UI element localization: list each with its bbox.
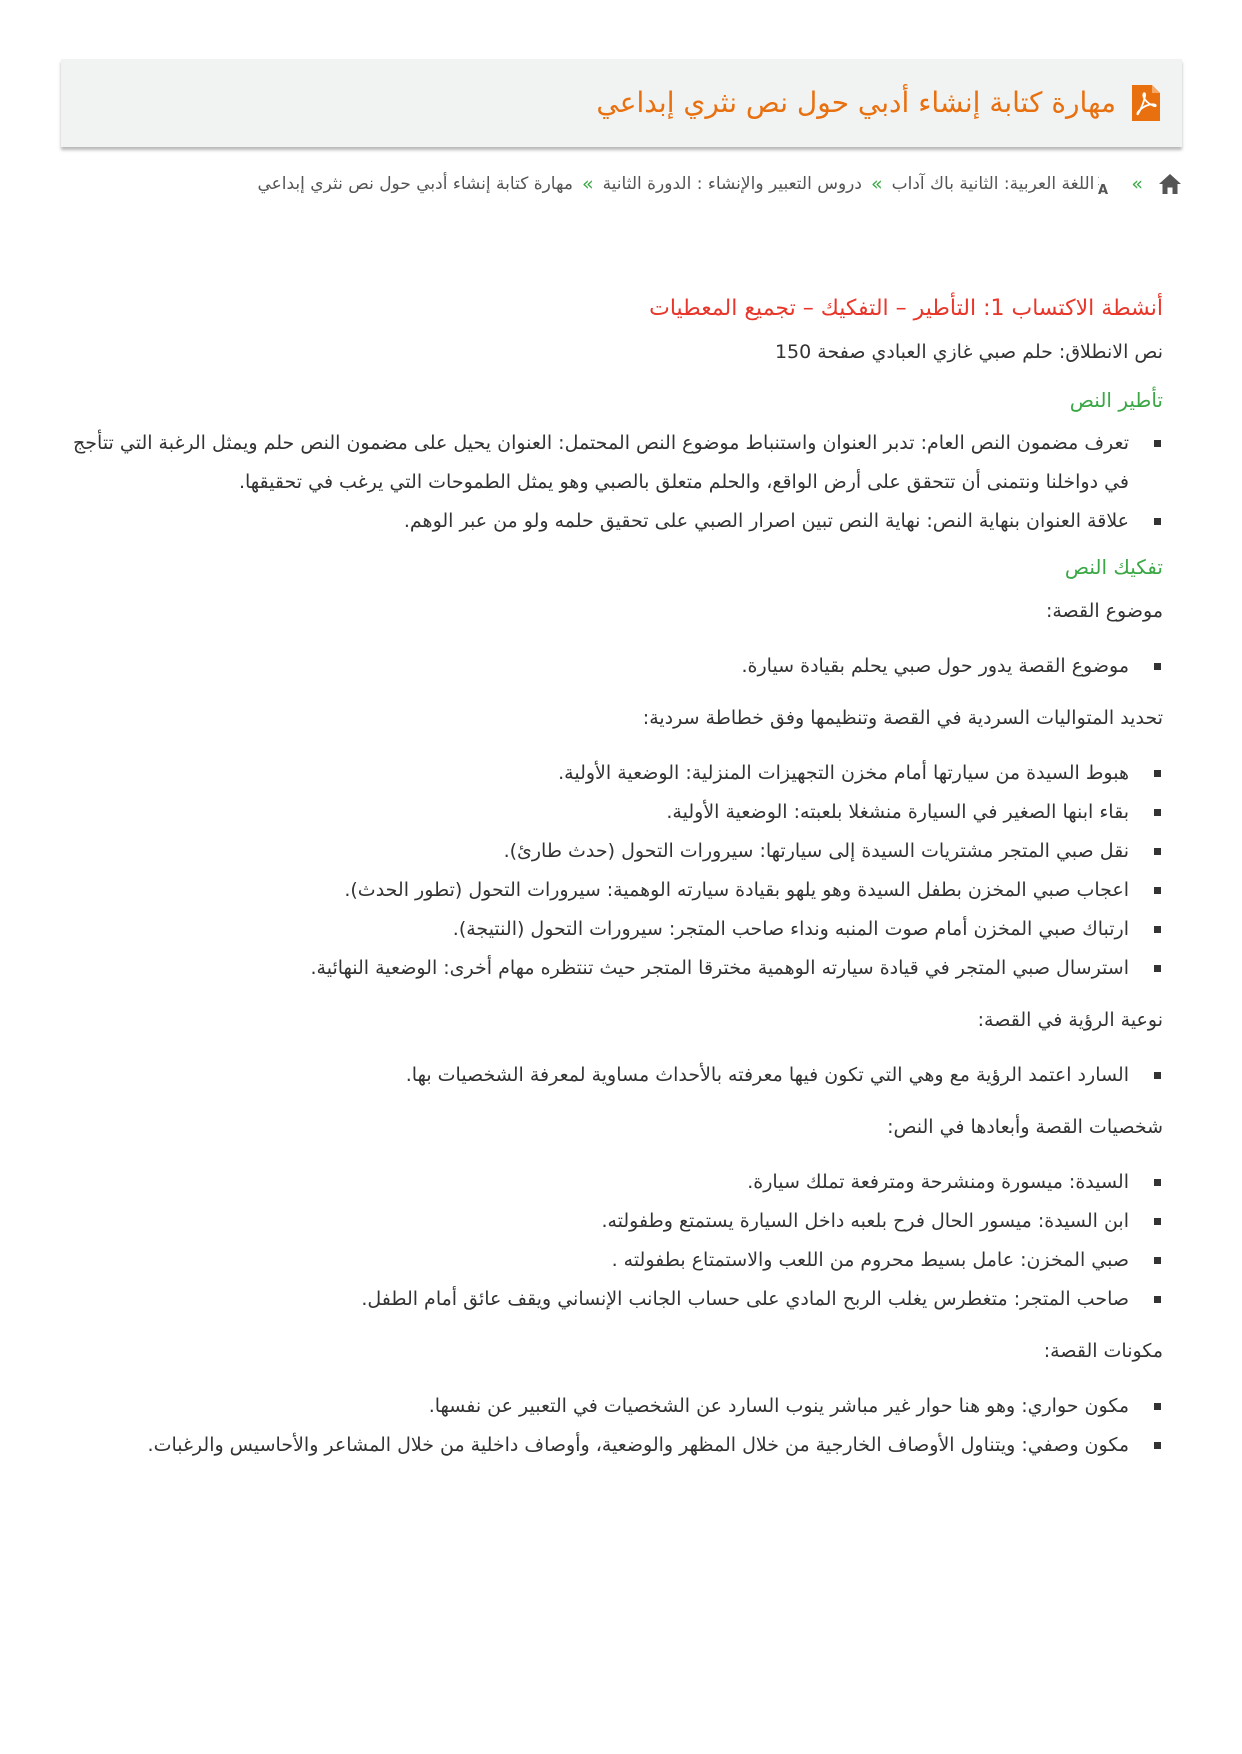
home-icon[interactable] (1158, 173, 1182, 195)
list-item: هبوط السيدة من سيارتها أمام مخزن التجهيزات المنزلية: الوضعية الأولية. (73, 754, 1163, 793)
list-item: مكون حواري: وهو هنا حوار غير مباشر ينوب السارد عن الشخصيات في التعبير عن نفسها. (73, 1387, 1163, 1426)
breadcrumb (257, 168, 1182, 200)
breadcrumb-separator: » (1131, 173, 1143, 195)
list-item: السيدة: ميسورة ومنشرحة ومترفعة تملك سيارة. (73, 1163, 1163, 1202)
analysis-title: تفكيك النص (1064, 555, 1163, 579)
breadcrumb-item-category[interactable]: دروس التعبير والإنشاء : الدورة الثانية (602, 174, 862, 194)
list-item: اعجاب صبي المخزن بطفل السيدة وهو يلهو بقيادة سيارته الوهمية: سيرورات التحول (تطور الحدث). (73, 871, 1163, 910)
list-item: استرسال صبي المتجر في قيادة سيارته الوهمية مخترقا المتجر حيث تنتظره مهام أخرى: الوضعية النهائية. (73, 949, 1163, 988)
breadcrumb-separator: » (870, 173, 883, 195)
list-item: مكون وصفي: ويتناول الأوصاف الخارجية من خلال المظهر والوضعية، وأوصاف داخلية من خلال المشاعر والأحاسيس والرغبات. (73, 1426, 1163, 1465)
list-item: نقل صبي المتجر مشتريات السيدة إلى سيارتها: سيرورات التحول (حدث طارئ). (73, 832, 1163, 871)
framing-list (73, 424, 1163, 541)
list-item: صاحب المتجر: متغطرس يغلب الربح المادي على حساب الجانب الإنساني ويقف عائق أمام الطفل. (73, 1280, 1163, 1319)
intro-text: نص الانطلاق: حلم صبي غازي العبادي صفحة 150 (774, 341, 1163, 363)
section-title: أنشطة الاكتساب 1: التأطير – التفكيك – تجميع المعطيات (649, 296, 1163, 321)
article-content (73, 292, 1163, 1465)
characters-list (73, 1163, 1163, 1319)
list-item: صبي المخزن: عامل بسيط محروم من اللعب والاستمتاع بطفولته . (73, 1241, 1163, 1280)
breadcrumb-item-subject[interactable] (892, 172, 1123, 196)
page-title-bar (61, 59, 1182, 147)
page-title: مهارة كتابة إنشاء أدبي حول نص نثري إبداعي (596, 86, 1116, 119)
vision-label: نوعية الرؤية في القصة: (977, 1009, 1163, 1031)
sequences-list (73, 754, 1163, 988)
vision-list (73, 1056, 1163, 1095)
list-item: ارتباك صبي المخزن أمام صوت المنبه ونداء صاحب المتجر: سيرورات التحول (النتيجة). (73, 910, 1163, 949)
breadcrumb-item-subject-label[interactable]: اللغة العربية: الثانية باك آداب (891, 174, 1095, 194)
characters-label: شخصيات القصة وأبعادها في النص: (887, 1116, 1163, 1138)
translate-icon (1098, 172, 1122, 196)
list-item: موضوع القصة يدور حول صبي يحلم بقيادة سيارة. (73, 647, 1163, 686)
pdf-icon[interactable] (1132, 85, 1160, 121)
list-item: بقاء ابنها الصغير في السيارة منشغلا بلعبته: الوضعية الأولية. (73, 793, 1163, 832)
topic-list (73, 647, 1163, 686)
breadcrumb-separator: » (581, 173, 594, 195)
components-list (73, 1387, 1163, 1465)
list-item: علاقة العنوان بنهاية النص: نهاية النص تبين اصرار الصبي على تحقيق حلمه ولو من عبر الوهم. (73, 502, 1163, 541)
breadcrumb-item-current: مهارة كتابة إنشاء أدبي حول نص نثري إبداعي (257, 174, 573, 194)
sequences-label: تحديد المتواليات السردية في القصة وتنظيمها وفق خطاطة سردية: (642, 707, 1163, 729)
components-label: مكونات القصة: (1043, 1340, 1163, 1362)
list-item: السارد اعتمد الرؤية مع وهي التي تكون فيها معرفته بالأحداث مساوية لمعرفة الشخصيات بها. (73, 1056, 1163, 1095)
list-item: تعرف مضمون النص العام: تدبر العنوان واستنباط موضوع النص المحتمل: العنوان يحيل على مضمون النص حلم ويمثل الرغبة التي تتأجج في دواخلنا ونتمنى أن تتحقق على أرض الواقع، والحلم متعلق بالصبي وهو يمثل الطموحات التي يرغب في تحقيقها. (73, 424, 1163, 502)
list-item: ابن السيدة: ميسور الحال فرح بلعبه داخل السيارة يستمتع وطفولته. (73, 1202, 1163, 1241)
topic-label: موضوع القصة: (1045, 600, 1163, 622)
framing-title: تأطير النص (1069, 388, 1163, 412)
svg-text:A: A (1098, 183, 1109, 196)
